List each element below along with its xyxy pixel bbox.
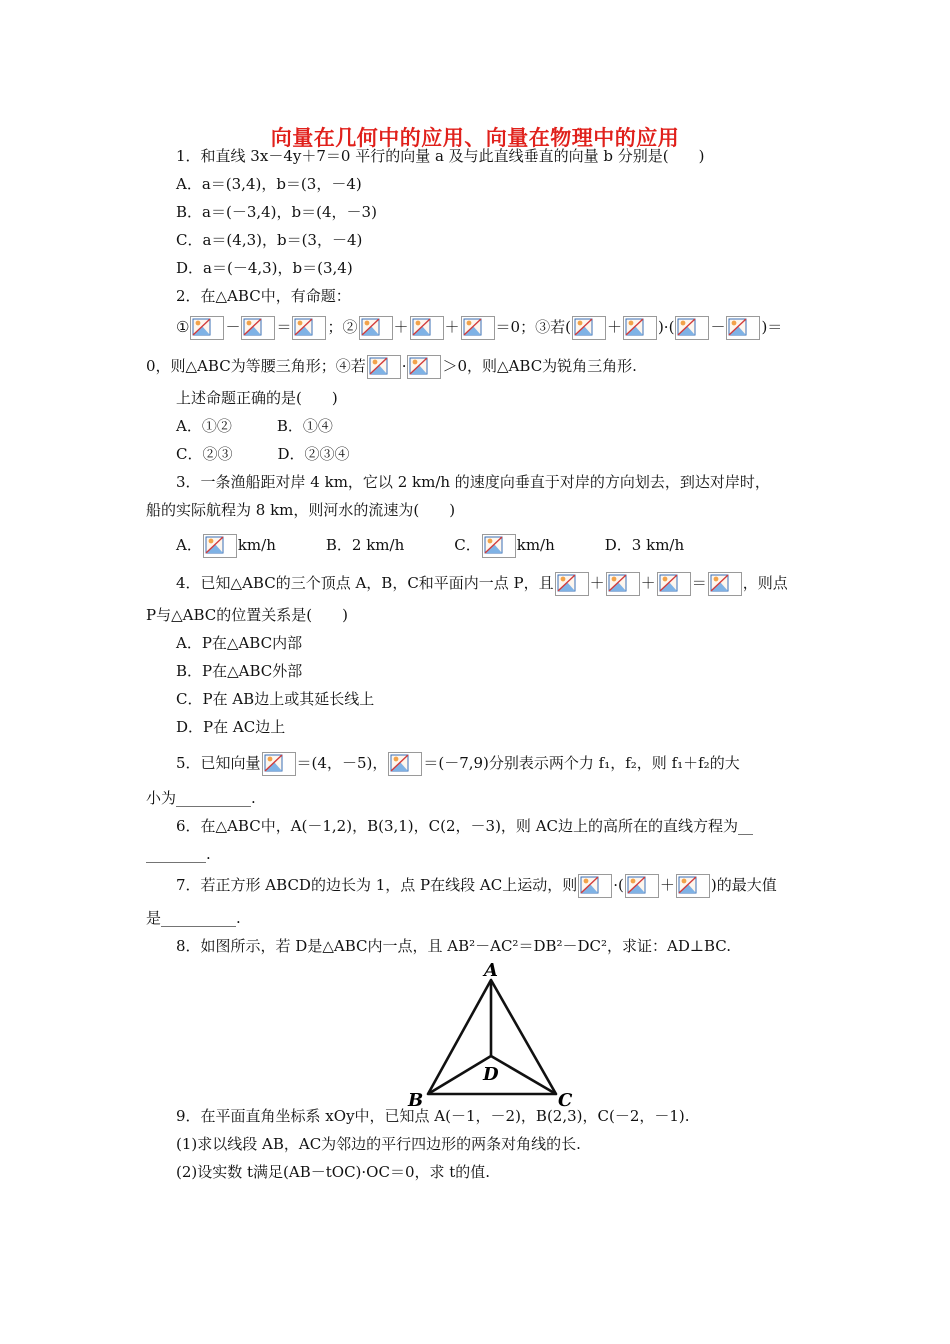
broken-image-icon: [292, 316, 326, 340]
q2-line1: [176, 316, 782, 340]
q4-plus: ＋: [589, 574, 605, 592]
q2-dot: )·(: [657, 318, 675, 336]
q6-line1: 6．在△ABC中，A(－1,2)，B(3,1)，C(2，－3)，则 AC边上的高所在的直线方程为__: [176, 817, 754, 835]
broken-image-icon: [578, 874, 612, 898]
q1-option-a: A．a＝(3,4)，b＝(3，－4): [176, 175, 362, 193]
q2-line2-text: 0，则△ABC为等腰三角形；④若: [146, 357, 366, 375]
q6-line2: ________.: [146, 845, 211, 863]
q2-plus: ＋: [393, 318, 409, 336]
q3-option-c-unit: km/h: [516, 536, 555, 554]
q4-stem-post: ，则点: [742, 574, 788, 592]
q8-stem: 8．如图所示，若 D是△ABC内一点，且 AB²－AC²＝DB²－DC²，求证：AD⊥BC.: [176, 937, 732, 955]
broken-image-icon: [388, 752, 422, 776]
q2-plus: ＋: [606, 318, 622, 336]
q4-plus: ＋: [640, 574, 656, 592]
q5-mid2: ＝(－7,9)分别表示两个力 f₁，f₂，则 f₁＋f₂的大: [423, 754, 740, 772]
q7-line2: 是__________.: [146, 909, 241, 927]
broken-image-icon: [359, 316, 393, 340]
broken-image-icon: [572, 316, 606, 340]
q9-stem: 9．在平面直角坐标系 xOy中，已知点 A(－1，－2)，B(2,3)，C(－2，－1).: [176, 1107, 690, 1125]
q5-mid1: ＝(4，－5)，: [296, 754, 388, 772]
broken-image-icon: [190, 316, 224, 340]
broken-image-icon: [461, 316, 495, 340]
q1-stem: 1．和直线 3x－4y＋7＝0 平行的向量 a 及与此直线垂直的向量 b 分别是( ): [176, 147, 705, 165]
broken-image-icon: [625, 874, 659, 898]
q7-post: )的最大值: [710, 876, 777, 894]
broken-image-icon: [708, 572, 742, 596]
label-d: D: [483, 1064, 499, 1085]
q2-eq-end: )＝: [761, 318, 783, 336]
q7-text: 7．若正方形 ABCD的边长为 1，点 P在线段 AC上运动，则: [176, 876, 578, 894]
q2-dot2: ·: [401, 357, 407, 375]
q2-line2: [146, 355, 637, 379]
q2-eq: ＝: [276, 318, 292, 336]
q4-eq: ＝: [691, 574, 707, 592]
q7-line1: [176, 874, 777, 898]
broken-image-icon: [241, 316, 275, 340]
q2-options-ab: A．①② B．①④: [176, 417, 333, 435]
broken-image-icon: [410, 316, 444, 340]
q4-option-a: A．P在△ABC内部: [176, 634, 303, 652]
broken-image-icon: [555, 572, 589, 596]
q4-option-c: C．P在 AB边上或其延长线上: [176, 690, 375, 708]
q3-option-c: C．: [454, 536, 481, 554]
q2-prop1-label: ①: [176, 318, 190, 336]
q4-option-b: B．P在△ABC外部: [176, 662, 303, 680]
q3-option-a-unit: km/h: [237, 536, 276, 554]
label-a: A: [484, 960, 498, 981]
q2-prop2-label: ；②: [327, 318, 358, 336]
q2-stem: 2．在△ABC中，有命题：: [176, 287, 351, 305]
q2-minus: －: [710, 318, 726, 336]
broken-image-icon: [407, 355, 441, 379]
q3-stem-2: 船的实际航程为 8 km，则河水的流速为( ): [146, 501, 456, 519]
q2-eq0: ＝0；③若(: [495, 318, 571, 336]
broken-image-icon: [623, 316, 657, 340]
label-b: B: [408, 1090, 424, 1108]
q9-part2: (2)设实数 t满足(AB－tOC)·OC＝0，求 t的值.: [176, 1163, 491, 1181]
broken-image-icon: [367, 355, 401, 379]
q5-line1: [176, 752, 740, 776]
q3-option-a: A．: [176, 536, 202, 554]
q4-stem-2: P与△ABC的位置关系是( ): [146, 606, 348, 624]
q9-part1: (1)求以线段 AB，AC为邻边的平行四边形的两条对角线的长.: [176, 1135, 581, 1153]
q1-option-c: C．a＝(4,3)，b＝(3，－4): [176, 231, 363, 249]
broken-image-icon: [675, 316, 709, 340]
q2-minus: －: [225, 318, 241, 336]
broken-image-icon: [482, 534, 516, 558]
broken-image-icon: [203, 534, 237, 558]
q5-line2: 小为__________.: [146, 789, 256, 807]
broken-image-icon: [606, 572, 640, 596]
q3-option-b: B．2 km/h: [325, 536, 405, 554]
q5-text: 5．已知向量: [176, 754, 261, 772]
broken-image-icon: [657, 572, 691, 596]
q3-stem-1: 3．一条渔船距对岸 4 km，它以 2 km/h 的速度向垂直于对岸的方向划去，到达对岸时，: [176, 473, 770, 491]
q2-options-cd: C．②③ D．②③④: [176, 445, 350, 463]
broken-image-icon: [262, 752, 296, 776]
q4-stem-1: [176, 572, 788, 596]
label-c: C: [558, 1090, 573, 1108]
q7-plus: ＋: [659, 876, 675, 894]
triangle-figure: [400, 958, 590, 1108]
q3-option-d: D．3 km/h: [604, 536, 685, 554]
q3-options: [176, 534, 684, 558]
q2-plus: ＋: [444, 318, 460, 336]
page-title: 向量在几何中的应用、向量在物理中的应用: [270, 126, 680, 150]
q2-ask: 上述命题正确的是( ): [176, 389, 338, 407]
broken-image-icon: [726, 316, 760, 340]
q4-stem-text: 4．已知△ABC的三个顶点 A，B，C和平面内一点 P，且: [176, 574, 554, 592]
broken-image-icon: [676, 874, 710, 898]
q1-option-b: B．a＝(－3,4)，b＝(4，－3): [176, 203, 377, 221]
q7-dot: ·(: [613, 876, 624, 894]
q2-line2-end: ＞0，则△ABC为锐角三角形.: [442, 357, 637, 375]
q1-option-d: D．a＝(－4,3)，b＝(3,4): [176, 259, 353, 277]
q4-option-d: D．P在 AC边上: [176, 718, 286, 736]
